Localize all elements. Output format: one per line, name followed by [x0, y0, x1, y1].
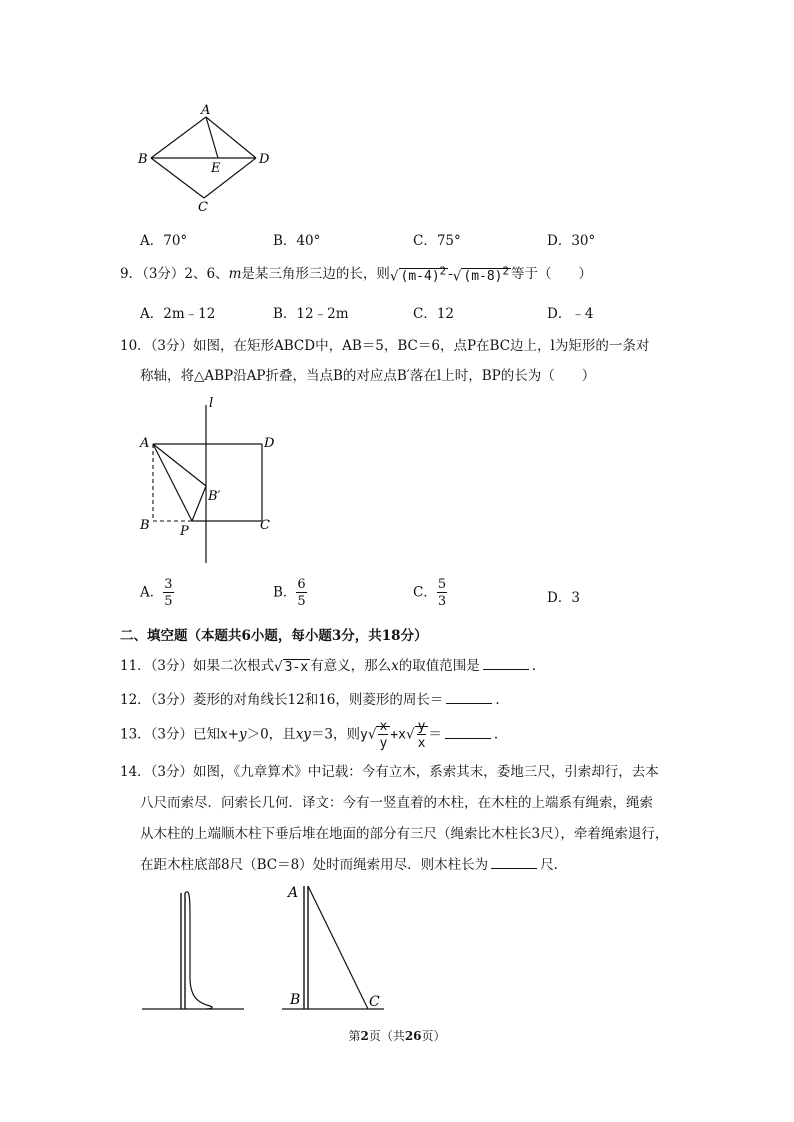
q11-question: 11．（3分）如果二次根式√ 3-x 有意义，那么x的取值范围是 . — [120, 658, 537, 675]
rect-label-l: l — [209, 396, 214, 411]
rhombus-label-a: A — [201, 103, 211, 118]
q8-option-c: C．75° — [413, 233, 461, 249]
rect-label-a: A — [140, 436, 150, 451]
rhombus-label-e: E — [211, 161, 221, 176]
pole-label-b: B — [290, 992, 301, 1008]
rhombus-label-b: B — [138, 152, 148, 167]
q14-line-1: 14．（3分）如图，《九章算术》中记载：今有立木，系索其末，委地三尺，引索却行，去本 — [120, 764, 659, 780]
q10-line-2: 称轴，将△ABP沿AP折叠，当点B的对应点B′落在l上时，BP的长为（ ） — [140, 368, 596, 384]
q10-option-d: D．3 — [547, 590, 580, 606]
answer-blank[interactable] — [491, 856, 537, 869]
rect-label-bprime: B′ — [208, 489, 221, 504]
fraction: $\frac{5}{3}$ — [437, 577, 447, 609]
q14-line-2: 八尺而索尽．问索长几何．译文：今有一竖直着的木柱，在木柱的上端系有绳索，绳索 — [140, 795, 653, 811]
answer-blank[interactable] — [483, 657, 529, 670]
q13-sqrt-1: √ $\frac{x}{y}$ — [368, 720, 390, 750]
page-footer: 第2页（共26页） — [348, 1029, 446, 1043]
q9-question: 9．（3分）2、6、m是某三角形三边的长，则√ $(m-4)^2$ -√ $(m-8)^2$ 等于（ ） — [120, 264, 593, 285]
q9-sqrt-1: √ $(m-4)^2$ — [389, 264, 447, 285]
rectangle-figure — [130, 393, 290, 568]
rect-label-p: P — [180, 524, 189, 539]
q10-option-b: B． $\frac{6}{5}$ — [273, 577, 306, 609]
q10-option-a: A． $\frac{3}{5}$ — [140, 577, 173, 609]
rect-label-d: D — [264, 436, 275, 451]
pole-triangle-figure — [280, 880, 390, 1015]
rhombus-figure — [130, 100, 290, 215]
pole-label-a: A — [288, 885, 299, 901]
fraction: $\frac{3}{5}$ — [164, 577, 173, 609]
answer-blank[interactable] — [446, 691, 492, 704]
q9-option-b: B．12﹣2m — [273, 306, 349, 322]
q9-option-a: A．2m﹣12 — [140, 306, 216, 322]
q8-option-d: D．30° — [547, 233, 596, 249]
pole-label-c: C — [369, 994, 380, 1010]
q9-option-d: D．﹣4 — [547, 306, 594, 322]
q8-option-b: B．40° — [273, 233, 321, 249]
pole-rope-figure — [140, 885, 250, 1015]
q10-option-c: C． $\frac{5}{3}$ — [413, 577, 447, 609]
q10-line-1: 10．（3分）如图，在矩形ABCD中，AB＝5，BC＝6，点P在BC边上，l为矩形的一条对 — [120, 338, 650, 354]
q11-sqrt: √ 3-x — [274, 658, 309, 675]
q9-sqrt-2: √ $(m-8)^2$ — [452, 264, 510, 285]
rhombus-label-c: C — [198, 200, 208, 215]
section-heading: 二、填空题（本题共6小题，每小题3分，共18分） — [120, 628, 428, 644]
q12-question: 12．（3分）菱形的对角线长12和16，则菱形的周长＝ . — [120, 692, 500, 708]
q14-line-3: 从木柱的上端顺木柱下垂后堆在地面的部分有三尺（绳索比木柱长3尺），牵着绳索退行， — [140, 826, 669, 842]
q9-option-c: C．12 — [413, 306, 455, 322]
rhombus-label-d: D — [259, 152, 270, 167]
rect-label-c: C — [260, 518, 270, 533]
answer-blank[interactable] — [445, 726, 491, 739]
q13-sqrt-2: √ $\frac{y}{x}$ — [406, 720, 428, 750]
q13-question: 13．（3分）已知x+y＞0，且xy＝3，则y√ $\frac{x}{y}$ +x√ $\frac{y}{x}$ ＝ . — [120, 719, 499, 751]
rect-label-b: B — [140, 518, 150, 533]
q8-option-a: A．70° — [140, 233, 188, 249]
fraction: $\frac{6}{5}$ — [297, 577, 306, 609]
q14-line-4: 在距木柱底部8尺（BC＝8）处时而绳索用尽．则木柱长为 尺. — [140, 857, 558, 873]
